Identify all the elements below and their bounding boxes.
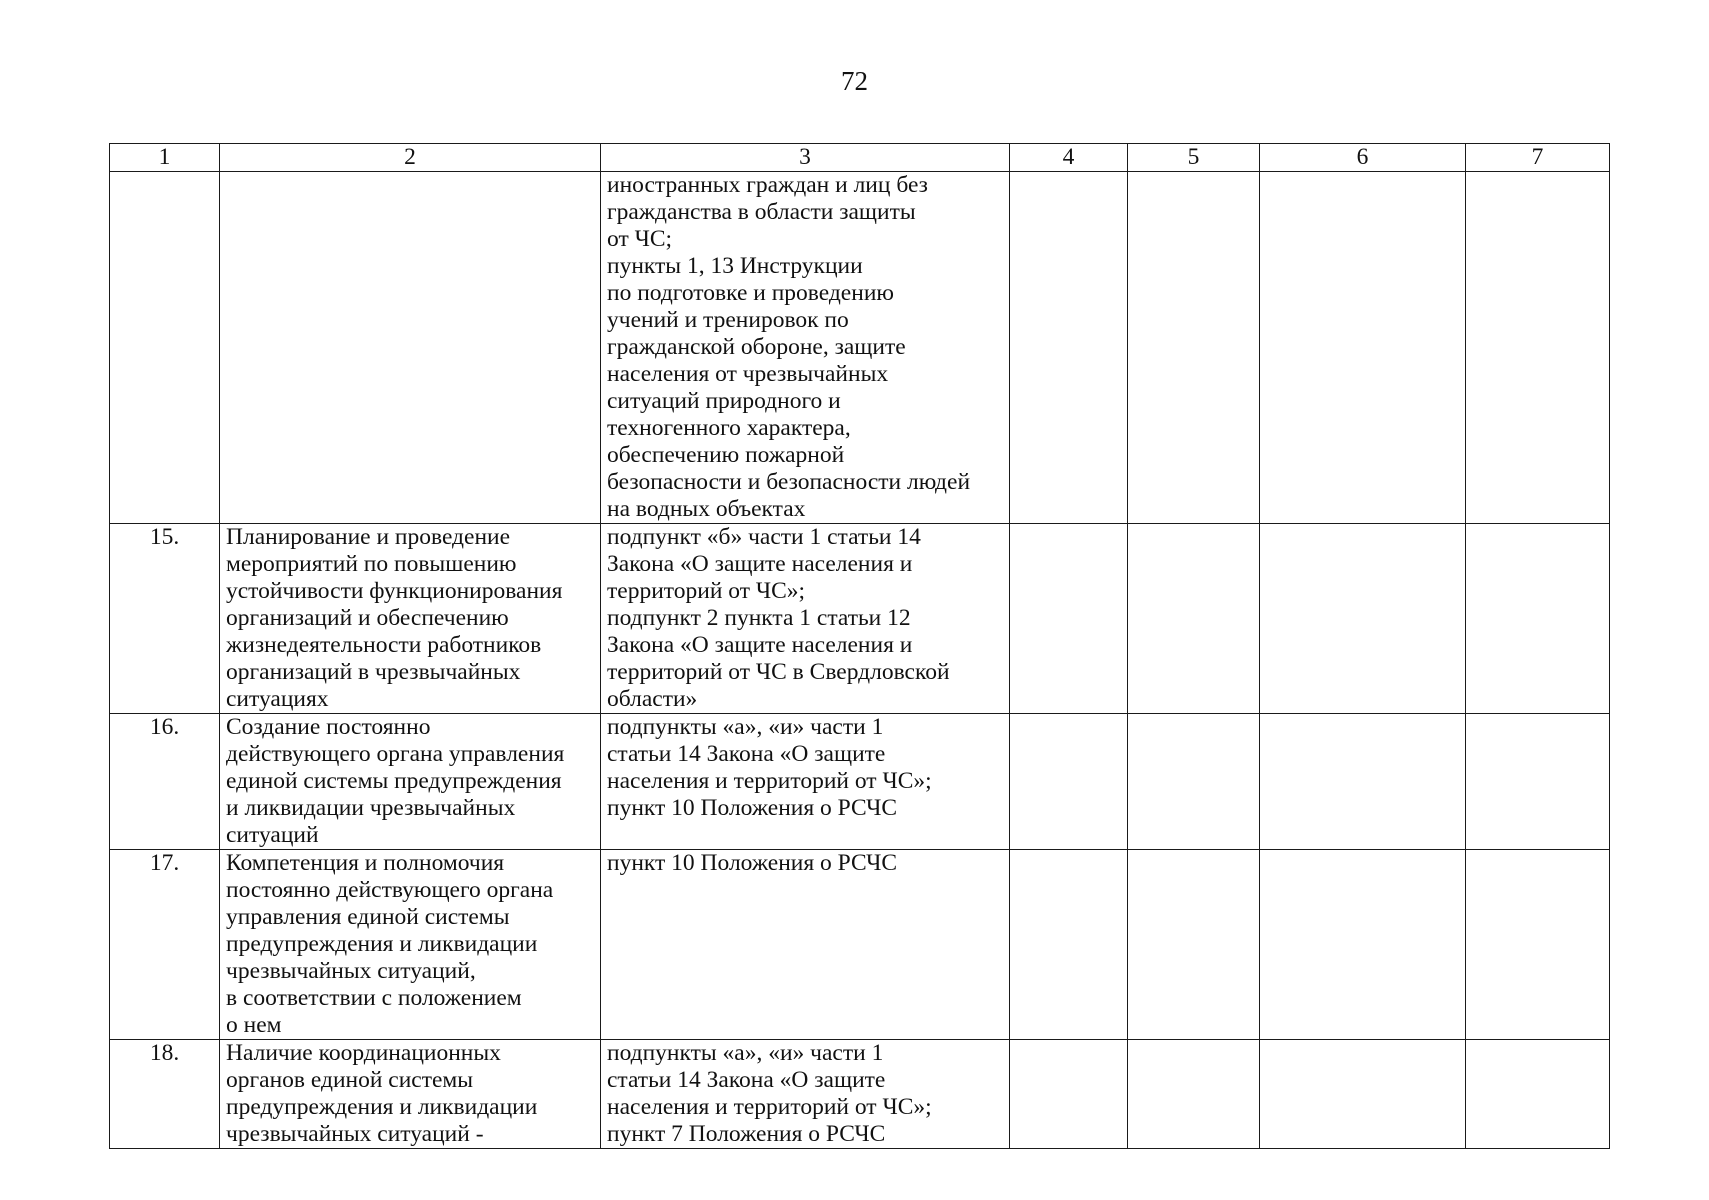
- requirement-cell: [220, 524, 601, 714]
- text-line: Компетенция и полномочия: [226, 850, 505, 876]
- text-line: подпункт 2 пункта 1 статьи 12: [607, 605, 911, 631]
- legal-basis-cell: [601, 850, 1010, 1040]
- column-header: 4: [1010, 144, 1128, 172]
- text-line: подпункты «а», «и» части 1: [607, 1040, 884, 1066]
- legal-basis-cell: [601, 172, 1010, 524]
- empty-cell: [1128, 850, 1260, 1040]
- column-header: 6: [1260, 144, 1466, 172]
- requirements-table: [109, 143, 1610, 1149]
- text-line: территорий от ЧС»;: [607, 578, 806, 604]
- empty-cell: [1010, 1040, 1128, 1149]
- text-line: предупреждения и ликвидации: [226, 1094, 538, 1120]
- text-line: Закона «О защите населения и: [607, 632, 913, 658]
- requirement-cell: [220, 172, 601, 524]
- text-line: чрезвычайных ситуаций -: [226, 1121, 484, 1147]
- text-line: от ЧС;: [607, 226, 673, 252]
- empty-cell: [1466, 524, 1610, 714]
- page-number: 72: [841, 66, 868, 96]
- text-line: гражданства в области защиты: [607, 199, 916, 225]
- text-line: в соответствии с положением: [226, 985, 522, 1011]
- text-line: подпункт «б» части 1 статьи 14: [607, 524, 921, 550]
- text-line: пункт 10 Положения о РСЧС: [607, 795, 898, 821]
- row-number-cell: 16.: [110, 714, 220, 850]
- text-line: безопасности и безопасности людей: [607, 469, 971, 495]
- empty-cell: [1128, 524, 1260, 714]
- text-line: Создание постоянно: [226, 714, 431, 740]
- row-number-cell: 17.: [110, 850, 220, 1040]
- text-line: Наличие координационных: [226, 1040, 501, 1066]
- text-line: территорий от ЧС в Свердловской: [607, 659, 950, 685]
- legal-basis-cell: [601, 524, 1010, 714]
- column-header: 7: [1466, 144, 1610, 172]
- requirement-cell: [220, 714, 601, 850]
- empty-cell: [1010, 524, 1128, 714]
- table-header-row: [110, 144, 1610, 172]
- table-row: [110, 524, 1610, 714]
- table-row: [110, 172, 1610, 524]
- column-header: 2: [220, 144, 601, 172]
- text-line: учений и тренировок по: [607, 307, 849, 333]
- table-row: [110, 1040, 1610, 1149]
- empty-cell: [1260, 172, 1466, 524]
- text-line: о нем: [226, 1012, 282, 1038]
- column-header: 3: [601, 144, 1010, 172]
- text-line: статьи 14 Закона «О защите: [607, 741, 886, 767]
- text-line: пункты 1, 13 Инструкции: [607, 253, 863, 279]
- row-number-cell: 15.: [110, 524, 220, 714]
- text-line: по подготовке и проведению: [607, 280, 894, 306]
- text-line: органов единой системы: [226, 1067, 474, 1093]
- column-header: 5: [1128, 144, 1260, 172]
- table-row: [110, 714, 1610, 850]
- text-line: населения и территорий от ЧС»;: [607, 768, 932, 794]
- text-line: действующего органа управления: [226, 741, 565, 767]
- empty-cell: [1260, 524, 1466, 714]
- text-line: жизнедеятельности работников: [226, 632, 542, 658]
- legal-basis-cell: [601, 1040, 1010, 1149]
- text-line: населения и территорий от ЧС»;: [607, 1094, 932, 1120]
- text-line: предупреждения и ликвидации: [226, 931, 538, 957]
- empty-cell: [1010, 850, 1128, 1040]
- text-line: области»: [607, 686, 698, 712]
- empty-cell: [1010, 172, 1128, 524]
- text-line: пункт 10 Положения о РСЧС: [607, 850, 898, 876]
- empty-cell: [1466, 172, 1610, 524]
- empty-cell: [1010, 714, 1128, 850]
- text-line: ситуаций природного и: [607, 388, 841, 414]
- empty-cell: [1466, 1040, 1610, 1149]
- empty-cell: [1260, 1040, 1466, 1149]
- row-number-cell: 18.: [110, 1040, 220, 1149]
- text-line: ситуаций: [226, 822, 319, 848]
- text-line: мероприятий по повышению: [226, 551, 517, 577]
- requirement-cell: [220, 1040, 601, 1149]
- text-line: гражданской обороне, защите: [607, 334, 906, 360]
- text-line: населения от чрезвычайных: [607, 361, 889, 387]
- empty-cell: [1466, 850, 1610, 1040]
- text-line: иностранных граждан и лиц без: [607, 172, 928, 198]
- text-line: организаций в чрезвычайных: [226, 659, 521, 685]
- empty-cell: [1260, 714, 1466, 850]
- empty-cell: [1128, 1040, 1260, 1149]
- text-line: чрезвычайных ситуаций,: [226, 958, 476, 984]
- text-line: техногенного характера,: [607, 415, 851, 441]
- text-line: управления единой системы: [226, 904, 510, 930]
- text-line: на водных объектах: [607, 496, 806, 522]
- empty-cell: [1128, 714, 1260, 850]
- text-line: Планирование и проведение: [226, 524, 511, 550]
- empty-cell: [1128, 172, 1260, 524]
- text-line: статьи 14 Закона «О защите: [607, 1067, 886, 1093]
- text-line: Закона «О защите населения и: [607, 551, 913, 577]
- requirement-cell: [220, 850, 601, 1040]
- empty-cell: [1466, 714, 1610, 850]
- legal-basis-cell: [601, 714, 1010, 850]
- text-line: единой системы предупреждения: [226, 768, 562, 794]
- text-line: обеспечению пожарной: [607, 442, 845, 468]
- table-row: [110, 850, 1610, 1040]
- text-line: ситуациях: [226, 686, 329, 712]
- text-line: устойчивости функционирования: [226, 578, 563, 604]
- empty-cell: [1260, 850, 1466, 1040]
- text-line: и ликвидации чрезвычайных: [226, 795, 516, 821]
- text-line: подпункты «а», «и» части 1: [607, 714, 884, 740]
- column-header: 1: [110, 144, 220, 172]
- text-line: пункт 7 Положения о РСЧС: [607, 1121, 886, 1147]
- row-number-cell: [110, 172, 220, 524]
- text-line: постоянно действующего органа: [226, 877, 554, 903]
- text-line: организаций и обеспечению: [226, 605, 509, 631]
